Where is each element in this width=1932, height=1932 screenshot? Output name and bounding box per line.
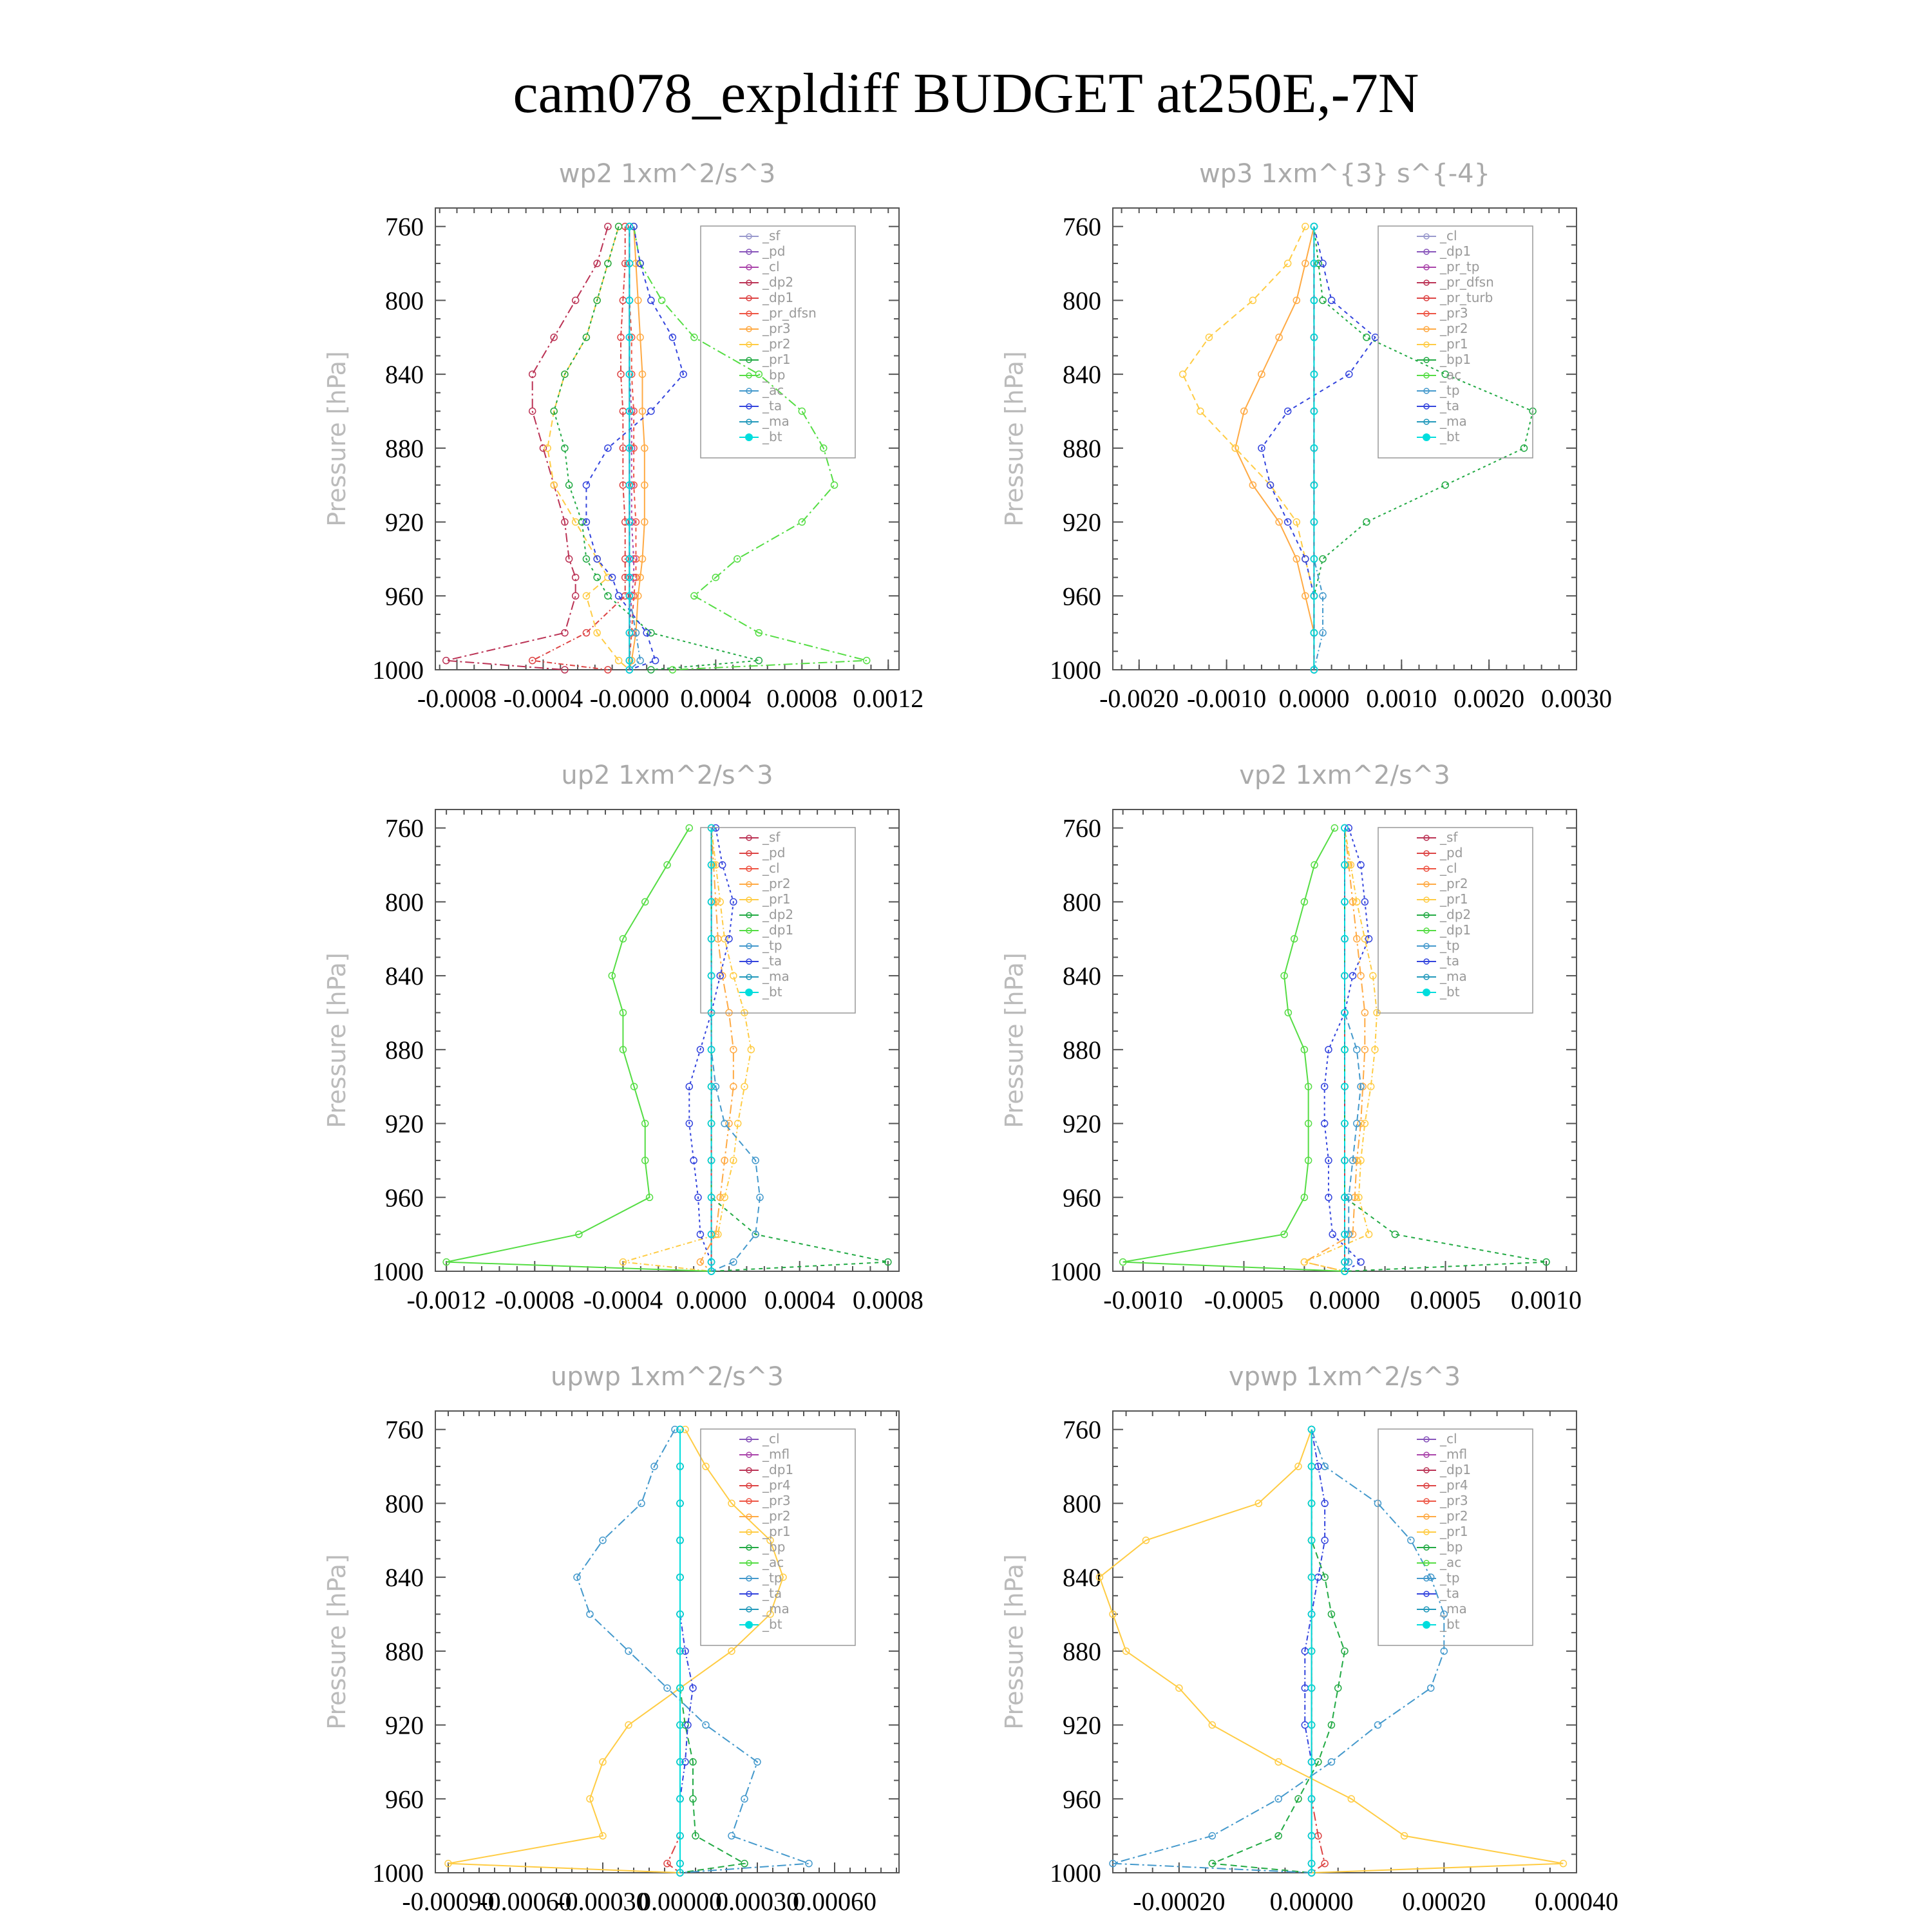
legend-label: _cl bbox=[1440, 1431, 1457, 1446]
legend-label: _bt bbox=[1440, 429, 1460, 444]
data-point bbox=[605, 592, 611, 599]
x-tick-label: -0.0012 bbox=[406, 1285, 486, 1314]
data-point bbox=[625, 1648, 632, 1654]
y-tick-label: 840 bbox=[385, 961, 424, 991]
data-point bbox=[1361, 1009, 1368, 1016]
y-tick-label: 880 bbox=[385, 1636, 424, 1666]
legend-label: _pr2 bbox=[1440, 321, 1468, 336]
x-tick-label: 0.0000 bbox=[1278, 684, 1350, 713]
legend-label: _ta bbox=[1440, 398, 1460, 413]
y-tick-label: 800 bbox=[1063, 1489, 1101, 1519]
page-title: cam078_expldiff BUDGET at250E,-7N bbox=[513, 62, 1419, 125]
series-line-pr1 bbox=[554, 227, 759, 670]
legend-label: _ac bbox=[762, 383, 784, 398]
y-tick-label: 960 bbox=[385, 1183, 424, 1213]
legend-marker bbox=[1423, 1621, 1430, 1629]
y-tick-label: 840 bbox=[1063, 360, 1101, 390]
y-tick-label: 800 bbox=[385, 887, 424, 917]
x-tick-label: -0.00030 bbox=[556, 1887, 649, 1916]
series-line-tp bbox=[1314, 227, 1323, 670]
legend-label: _bp bbox=[762, 367, 786, 383]
series-line-ta bbox=[1325, 828, 1369, 1271]
y-tick-label: 920 bbox=[385, 1109, 424, 1139]
legend-label: _ta bbox=[1440, 1586, 1460, 1601]
plot-frame bbox=[1113, 208, 1577, 670]
legend bbox=[701, 226, 855, 458]
legend bbox=[1378, 1429, 1533, 1645]
y-tick-label: 960 bbox=[1063, 1785, 1101, 1814]
legend-label: _pr_tp bbox=[1440, 259, 1480, 274]
data-point bbox=[1408, 1537, 1414, 1544]
legend-label: _pr2 bbox=[1440, 1508, 1468, 1524]
legend bbox=[1378, 828, 1533, 1013]
panel-title: upwp 1xm^2/s^3 bbox=[551, 1362, 784, 1392]
y-tick-label: 920 bbox=[385, 1710, 424, 1740]
legend-marker bbox=[745, 989, 753, 996]
legend-label: _bt bbox=[1440, 984, 1460, 999]
data-point bbox=[703, 1722, 709, 1728]
y-tick-label: 880 bbox=[1063, 1636, 1101, 1666]
data-point bbox=[566, 482, 573, 488]
x-tick-label: 0.00000 bbox=[638, 1887, 722, 1916]
y-tick-label: 920 bbox=[1063, 507, 1101, 537]
legend-label: _cl bbox=[762, 1431, 780, 1446]
x-tick-label: 0.0004 bbox=[764, 1285, 835, 1314]
data-point bbox=[652, 658, 659, 664]
legend-label: _pr1 bbox=[1440, 336, 1468, 352]
series-line-pr4 bbox=[667, 1430, 680, 1873]
legend-label: _dp1 bbox=[762, 290, 794, 305]
series-line-dp1 bbox=[1123, 828, 1345, 1271]
data-point bbox=[1329, 1231, 1336, 1238]
legend-label: _ma bbox=[1440, 1601, 1467, 1616]
panel-2 bbox=[1000, 159, 1612, 713]
legend-label: _dp1 bbox=[762, 1462, 794, 1477]
y-tick-label: 760 bbox=[1063, 1415, 1101, 1444]
legend-label: _tp bbox=[1440, 938, 1460, 953]
x-tick-label: 0.0008 bbox=[852, 1285, 923, 1314]
legend-label: _ta bbox=[762, 953, 782, 969]
x-tick-label: -0.0000 bbox=[589, 684, 670, 713]
y-axis-label: Pressure [hPa] bbox=[1000, 1554, 1028, 1730]
series-line-pr1 bbox=[1099, 1430, 1563, 1873]
legend-label: _ac bbox=[1440, 1555, 1462, 1570]
legend-label: _dp1 bbox=[762, 922, 794, 938]
series-line-bp bbox=[634, 227, 867, 670]
y-tick-label: 920 bbox=[385, 507, 424, 537]
data-point bbox=[1428, 1685, 1434, 1691]
series-line-tp bbox=[1345, 828, 1361, 1271]
legend-label: _dp1 bbox=[1440, 243, 1472, 259]
series-line-pr2 bbox=[1235, 227, 1314, 670]
legend-label: _dp1 bbox=[1440, 1462, 1472, 1477]
legend-label: _pr_turb bbox=[1440, 290, 1493, 305]
y-tick-label: 880 bbox=[385, 433, 424, 463]
data-point bbox=[1320, 297, 1326, 303]
x-tick-label: -0.0008 bbox=[495, 1285, 574, 1314]
data-point bbox=[1363, 519, 1370, 526]
series-line-pr2 bbox=[1304, 828, 1365, 1271]
legend-label: _bt bbox=[1440, 1616, 1460, 1632]
y-tick-label: 760 bbox=[1063, 212, 1101, 242]
legend-marker bbox=[745, 433, 753, 441]
legend-label: _tp bbox=[1440, 1570, 1460, 1586]
data-point bbox=[1374, 1722, 1381, 1728]
x-tick-label: -0.0010 bbox=[1103, 1285, 1183, 1314]
legend-label: _cl bbox=[762, 860, 780, 876]
data-point bbox=[799, 408, 805, 414]
x-tick-label: -0.0010 bbox=[1186, 684, 1267, 713]
panel-title: vpwp 1xm^2/s^3 bbox=[1228, 1362, 1461, 1392]
panel-1 bbox=[323, 159, 923, 713]
y-tick-label: 960 bbox=[1063, 582, 1101, 611]
legend bbox=[1378, 226, 1533, 458]
legend-label: _ac bbox=[762, 1555, 784, 1570]
legend-marker bbox=[1423, 433, 1430, 441]
legend-label: _pd bbox=[762, 243, 786, 259]
x-tick-label: 0.0020 bbox=[1454, 684, 1525, 713]
x-tick-label: 0.0010 bbox=[1366, 684, 1437, 713]
data-point bbox=[1249, 297, 1256, 303]
data-point bbox=[1350, 972, 1356, 979]
legend-label: _pr2 bbox=[762, 876, 791, 891]
series-line-bp1 bbox=[1314, 227, 1533, 670]
legend-label: _dp2 bbox=[1440, 907, 1472, 922]
x-tick-label: -0.00090 bbox=[402, 1887, 495, 1916]
data-point bbox=[1180, 371, 1186, 377]
panel-3 bbox=[323, 761, 923, 1314]
y-tick-label: 1000 bbox=[372, 1859, 424, 1888]
data-point bbox=[1363, 334, 1370, 341]
series-line-pr2 bbox=[700, 828, 733, 1271]
y-tick-label: 840 bbox=[1063, 1563, 1101, 1593]
legend-label: _mfl bbox=[762, 1446, 790, 1462]
data-point bbox=[648, 297, 654, 303]
series-line-dp1 bbox=[446, 828, 711, 1271]
data-point bbox=[1354, 1046, 1360, 1053]
legend-label: _pr1 bbox=[1440, 1524, 1468, 1539]
series-line-bp bbox=[1212, 1430, 1345, 1873]
series-line-tp bbox=[712, 828, 760, 1271]
legend-label: _bt bbox=[762, 1616, 782, 1632]
legend-label: _bp bbox=[762, 1539, 786, 1555]
panel-title: wp2 1xm^2/s^3 bbox=[558, 159, 776, 189]
y-axis-label: Pressure [hPa] bbox=[323, 351, 351, 527]
legend-label: _ta bbox=[762, 1586, 782, 1601]
legend-label: _sf bbox=[762, 228, 781, 243]
y-tick-label: 760 bbox=[1063, 813, 1101, 843]
y-tick-label: 960 bbox=[385, 1785, 424, 1814]
legend-label: _pr3 bbox=[762, 1493, 791, 1508]
data-point bbox=[1320, 556, 1326, 562]
data-point bbox=[583, 482, 589, 488]
data-point bbox=[1321, 1537, 1328, 1544]
legend-label: _sf bbox=[1440, 829, 1458, 845]
data-point bbox=[643, 630, 650, 636]
series-line-pr1 bbox=[448, 1430, 786, 1873]
series-line-ta bbox=[1262, 227, 1376, 670]
y-tick-label: 1000 bbox=[372, 1257, 424, 1286]
legend-label: _pr1 bbox=[762, 891, 791, 907]
legend-label: _ac bbox=[1440, 367, 1462, 383]
panel-title: wp3 1xm^{3} s^{-4} bbox=[1198, 159, 1491, 189]
data-point bbox=[1358, 1259, 1364, 1265]
legend-label: _ma bbox=[762, 969, 790, 984]
data-point bbox=[1285, 260, 1291, 267]
plot-frame bbox=[1113, 1411, 1577, 1873]
legend-label: _dp2 bbox=[762, 274, 794, 290]
data-point bbox=[573, 297, 579, 303]
series-line-pr2 bbox=[547, 227, 629, 670]
legend-label: _dp2 bbox=[762, 907, 794, 922]
legend-label: _pr2 bbox=[1440, 876, 1468, 891]
y-tick-label: 760 bbox=[385, 1415, 424, 1444]
plot-frame bbox=[435, 810, 899, 1271]
y-tick-label: 840 bbox=[1063, 961, 1101, 991]
x-tick-label: -0.0020 bbox=[1099, 684, 1179, 713]
series-line-dp2 bbox=[712, 828, 888, 1271]
data-point bbox=[587, 1611, 593, 1617]
x-tick-label: -0.0008 bbox=[417, 684, 497, 713]
legend-label: _cl bbox=[1440, 228, 1457, 243]
data-point bbox=[616, 658, 622, 664]
legend bbox=[701, 1429, 855, 1645]
x-tick-label: 0.00000 bbox=[1269, 1887, 1354, 1916]
x-tick-label: 0.00030 bbox=[715, 1887, 799, 1916]
legend-label: _mfl bbox=[1440, 1446, 1468, 1462]
y-tick-label: 880 bbox=[385, 1035, 424, 1065]
legend-label: _pr1 bbox=[762, 352, 791, 367]
y-axis-label: Pressure [hPa] bbox=[1000, 351, 1028, 527]
y-tick-label: 800 bbox=[1063, 286, 1101, 316]
legend-label: _pr2 bbox=[762, 1508, 791, 1524]
y-tick-label: 920 bbox=[1063, 1710, 1101, 1740]
legend-label: _ma bbox=[762, 413, 790, 429]
data-point bbox=[728, 1833, 735, 1839]
legend-label: _pr4 bbox=[762, 1477, 791, 1493]
data-point bbox=[616, 592, 622, 599]
y-tick-label: 1000 bbox=[1050, 1859, 1101, 1888]
legend-label: _bp1 bbox=[1440, 352, 1472, 367]
legend-label: _bt bbox=[762, 984, 782, 999]
data-point bbox=[648, 408, 654, 414]
x-tick-label: 0.0005 bbox=[1410, 1285, 1481, 1314]
data-point bbox=[659, 297, 665, 303]
y-tick-label: 1000 bbox=[1050, 1257, 1101, 1286]
legend-label: _pr1 bbox=[1440, 891, 1468, 907]
data-point bbox=[806, 1861, 812, 1867]
legend-label: _tp bbox=[762, 1570, 782, 1586]
x-tick-label: -0.00060 bbox=[479, 1887, 572, 1916]
data-point bbox=[1197, 408, 1204, 414]
legend-label: _pd bbox=[762, 845, 786, 860]
series-line-pr4 bbox=[1312, 1430, 1325, 1873]
y-axis-label: Pressure [hPa] bbox=[1000, 952, 1028, 1128]
x-tick-label: -0.0004 bbox=[583, 1285, 663, 1314]
series-line-pr1 bbox=[1183, 227, 1314, 670]
series-line-dp2 bbox=[446, 227, 608, 670]
y-tick-label: 800 bbox=[385, 1489, 424, 1519]
y-tick-label: 880 bbox=[1063, 1035, 1101, 1065]
series-line-tp bbox=[1113, 1430, 1444, 1873]
y-tick-label: 1000 bbox=[1050, 656, 1101, 685]
y-tick-label: 840 bbox=[385, 360, 424, 390]
x-tick-label: 0.0010 bbox=[1511, 1285, 1582, 1314]
legend-label: _pr3 bbox=[762, 321, 791, 336]
data-point bbox=[638, 1500, 645, 1506]
legend-label: _pr3 bbox=[1440, 305, 1468, 321]
y-tick-label: 960 bbox=[385, 582, 424, 611]
legend-marker bbox=[745, 1621, 753, 1629]
x-tick-label: -0.00020 bbox=[1133, 1887, 1226, 1916]
panel-5 bbox=[323, 1362, 899, 1916]
legend-label: _pr1 bbox=[762, 1524, 791, 1539]
y-axis-label: Pressure [hPa] bbox=[323, 1554, 351, 1730]
legend-label: _ta bbox=[762, 398, 782, 413]
data-point bbox=[1442, 482, 1448, 488]
y-tick-label: 920 bbox=[1063, 1109, 1101, 1139]
panel-title: vp2 1xm^2/s^3 bbox=[1239, 761, 1450, 790]
panel-6 bbox=[1000, 1362, 1618, 1916]
y-tick-label: 880 bbox=[1063, 433, 1101, 463]
y-tick-label: 800 bbox=[385, 286, 424, 316]
x-tick-label: 0.0004 bbox=[680, 684, 752, 713]
x-tick-label: 0.0000 bbox=[676, 1285, 747, 1314]
legend-label: _ta bbox=[1440, 953, 1460, 969]
x-tick-label: -0.0005 bbox=[1204, 1285, 1284, 1314]
y-axis-label: Pressure [hPa] bbox=[323, 952, 351, 1128]
plot-frame bbox=[435, 208, 899, 670]
legend-label: _pd bbox=[1440, 845, 1463, 860]
panel-4 bbox=[1000, 761, 1582, 1314]
legend-label: _pr4 bbox=[1440, 1477, 1468, 1493]
legend-label: _cl bbox=[1440, 860, 1457, 876]
x-tick-label: 0.00020 bbox=[1402, 1887, 1486, 1916]
x-tick-label: 0.00060 bbox=[793, 1887, 876, 1916]
panel-title: up2 1xm^2/s^3 bbox=[561, 761, 773, 790]
x-tick-label: 0.00040 bbox=[1535, 1887, 1618, 1916]
legend-label: _tp bbox=[762, 938, 782, 953]
plot-frame bbox=[435, 1411, 899, 1873]
legend-label: _ma bbox=[1440, 969, 1467, 984]
legend-label: _bp bbox=[1440, 1539, 1463, 1555]
data-point bbox=[583, 630, 589, 636]
data-point bbox=[1329, 297, 1335, 303]
x-tick-label: 0.0000 bbox=[1309, 1285, 1380, 1314]
series-line-pr1 bbox=[1304, 828, 1377, 1271]
data-point bbox=[730, 1046, 737, 1053]
data-point bbox=[831, 482, 838, 488]
legend-label: _tp bbox=[1440, 383, 1460, 398]
legend-label: _pr2 bbox=[762, 336, 791, 352]
legend-label: _dp1 bbox=[1440, 922, 1472, 938]
legend-label: _ma bbox=[762, 1601, 790, 1616]
x-tick-label: 0.0012 bbox=[853, 684, 924, 713]
series-line-pr1 bbox=[623, 828, 751, 1271]
legend-label: _pr3 bbox=[1440, 1493, 1468, 1508]
y-tick-label: 760 bbox=[385, 212, 424, 242]
y-tick-label: 960 bbox=[1063, 1183, 1101, 1213]
legend-label: _pr_dfsn bbox=[1440, 274, 1494, 290]
legend-label: _ma bbox=[1440, 413, 1467, 429]
legend-label: _bt bbox=[762, 429, 782, 444]
y-tick-label: 840 bbox=[385, 1563, 424, 1593]
legend-label: _sf bbox=[762, 829, 781, 845]
x-tick-label: -0.0004 bbox=[503, 684, 583, 713]
y-tick-label: 1000 bbox=[372, 656, 424, 685]
y-tick-label: 760 bbox=[385, 813, 424, 843]
y-tick-label: 800 bbox=[1063, 887, 1101, 917]
data-point bbox=[594, 574, 600, 581]
legend-label: _cl bbox=[762, 259, 780, 274]
x-tick-label: 0.0030 bbox=[1541, 684, 1612, 713]
legend-label: _pr_dfsn bbox=[762, 305, 817, 321]
legend-marker bbox=[1423, 989, 1430, 996]
x-tick-label: 0.0008 bbox=[766, 684, 838, 713]
